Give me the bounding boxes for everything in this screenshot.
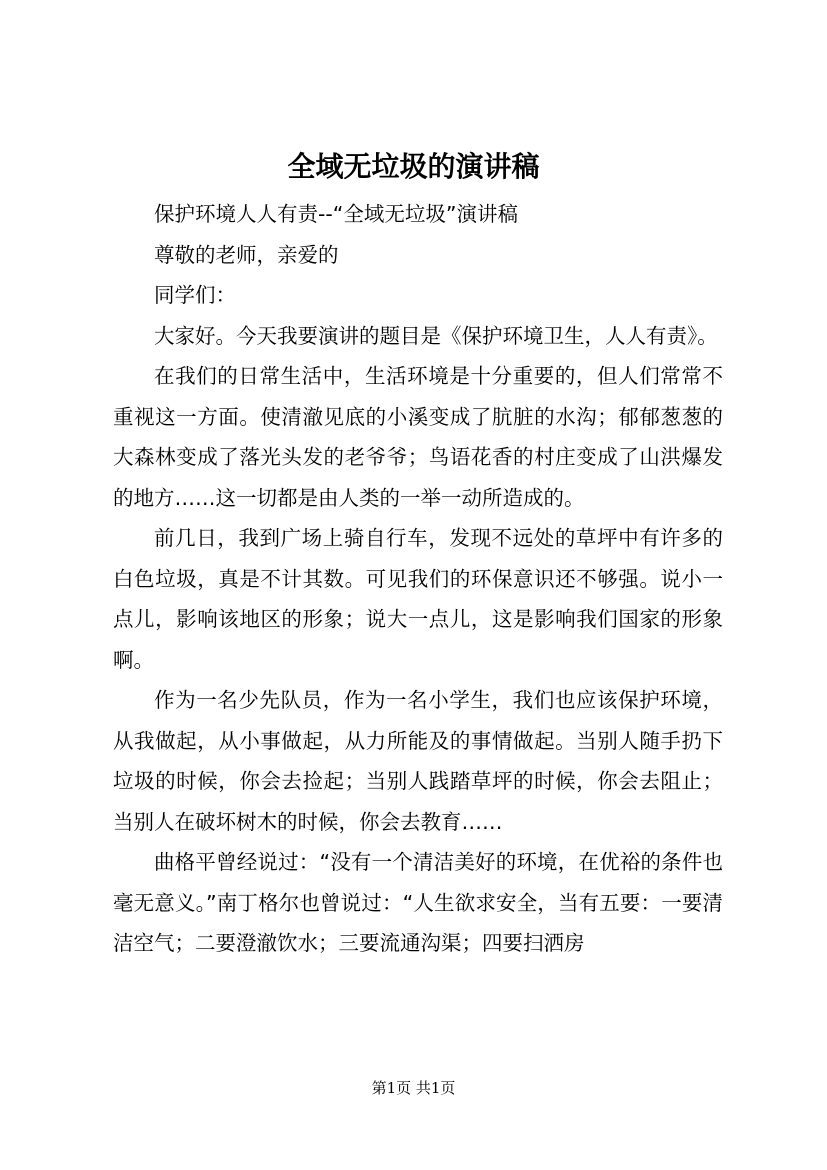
paragraph-greeting: 大家好。今天我要演讲的题目是《保护环境卫生，人人有责》。 [154,323,718,348]
document-body [113,194,723,964]
paragraph-body: 前几日，我到广场上骑自行车，发现不远处的草坪中有许多的白色垃圾，真是不计其数。可见我们的环保意识还不够强。说小一点儿，影响该地区的形象；说大一点儿，这是影响我们国家的形象啊。 [113,526,723,672]
paragraph-salutation-cont: 同学们： [154,283,236,307]
paragraph-body: 作为一名少先队员，作为一名小学生，我们也应该保护环境，从我做起，从小事做起，从力所能及的事情做起。当别人随手扔下垃圾的时候，你会去捡起；当别人践踏草坪的时候，你会去阻止；当别人在破坏树木的时候，你会去教育…… [113,688,723,834]
page-footer: 第1页 共1页 [371,1079,456,1097]
paragraph-subtitle: 保护环境人人有责--“全域无垃圾”演讲稿 [154,202,519,226]
paragraph-body: 在我们的日常生活中，生活环境是十分重要的，但人们常常不重视这一方面。使清澈见底的小溪变成了肮脏的水沟；郁郁葱葱的大森林变成了落光头发的老爷爷；鸟语花香的村庄变成了山洪爆发的地方……这一切都是由人类的一举一动所造成的。 [113,364,723,510]
document-title: 全域无垃圾的演讲稿 [287,150,540,183]
paragraph-salutation: 尊敬的老师，亲爱的 [154,242,339,267]
paragraph-body: 曲格平曾经说过：“没有一个清洁美好的环境，在优裕的条件也毫无意义。”南丁格尔也曾说过：“人生欲求安全，当有五要：一要清洁空气；二要澄澈饮水；三要流通沟渠；四要扫洒房 [113,850,723,955]
